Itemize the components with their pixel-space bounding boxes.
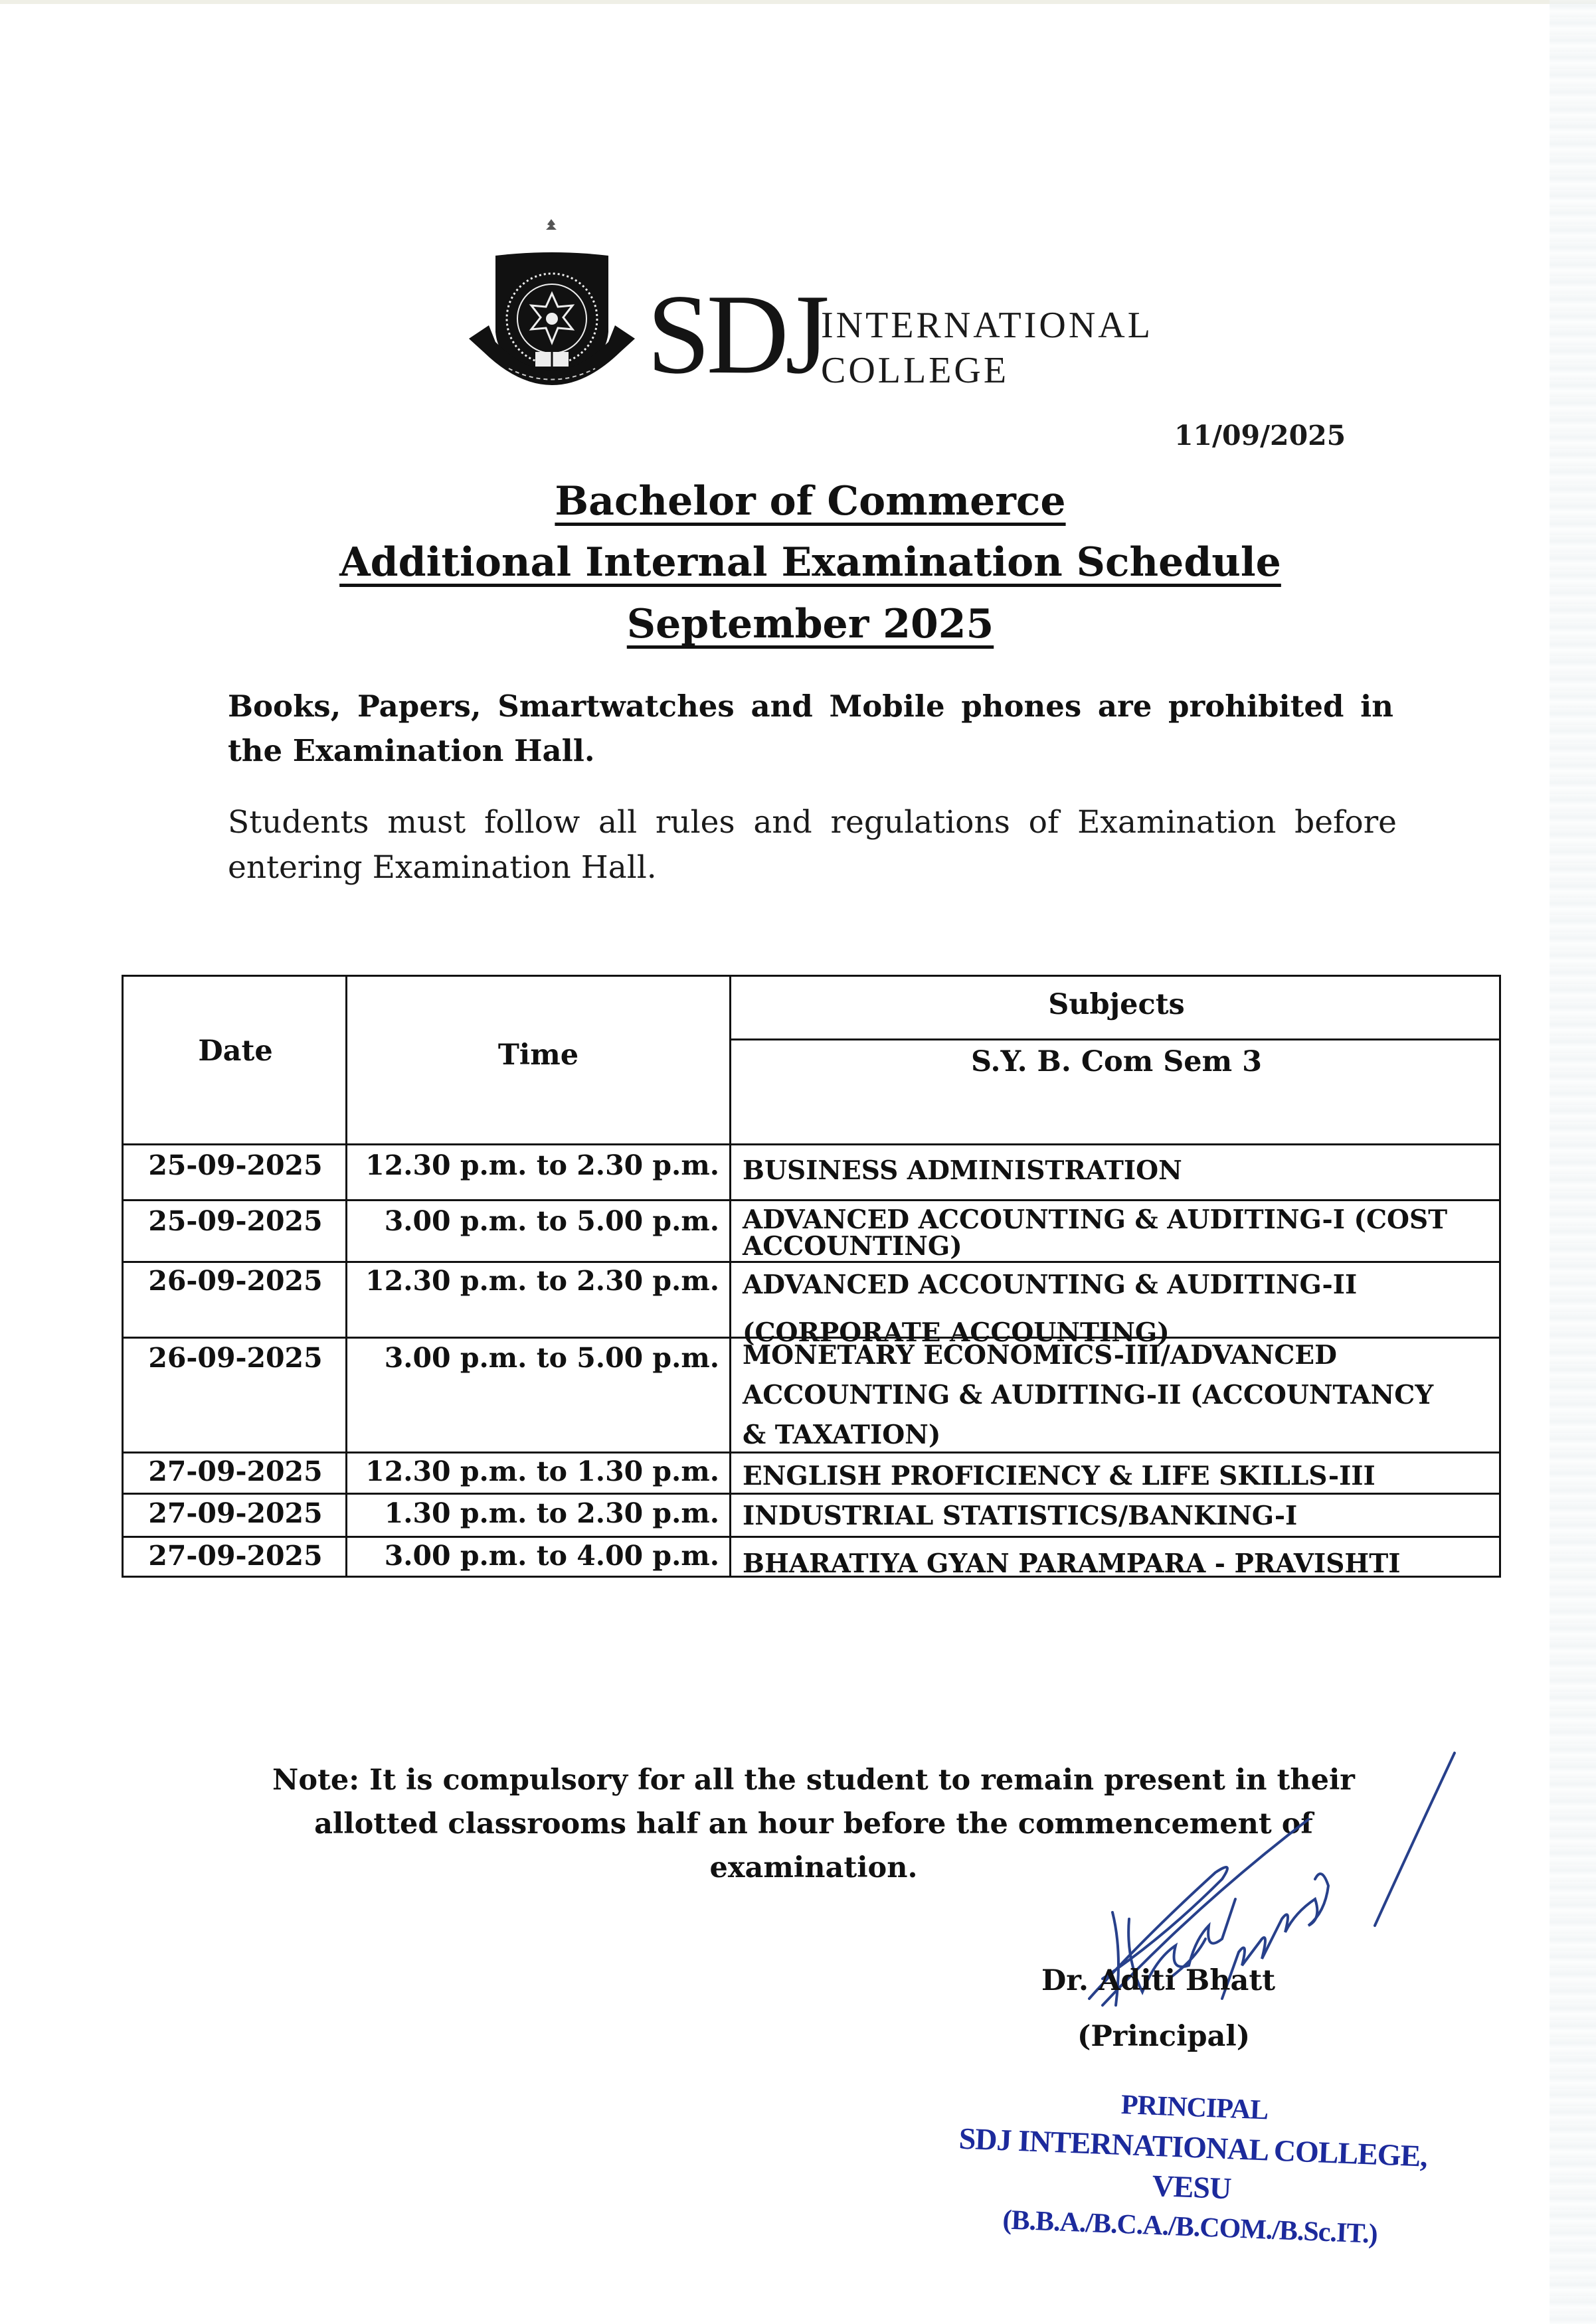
row-1-time: 12.30 p.m. to 2.30 p.m. [365, 1149, 719, 1181]
row-4-subject: MONETARY ECONOMICS-III/ADVANCED ACCOUNTING & AUDITING-II (ACCOUNTANCY & TAXATION) [743, 1340, 1434, 1450]
row-5-time: 12.30 p.m. to 1.30 p.m. [365, 1455, 719, 1487]
row-1-date: 25-09-2025 [148, 1149, 323, 1181]
logo-initials: SDJ [647, 272, 826, 398]
row-divider [124, 1199, 1499, 1201]
header-time: Time [497, 1038, 579, 1072]
scan-right-edge [1550, 0, 1596, 2324]
row-7-subject: BHARATIYA GYAN PARAMPARA - PRAVISHTI [743, 1548, 1401, 1579]
college-crest-icon [469, 219, 635, 398]
row-7-time: 3.00 p.m. to 4.00 p.m. [384, 1540, 719, 1572]
stamp-line-2: SDJ INTERNATIONAL COLLEGE, VESU [958, 2121, 1428, 2206]
row-6-subject: INDUSTRIAL STATISTICS/BANKING-I [743, 1501, 1298, 1531]
row-divider [124, 1536, 1499, 1538]
title-month: September 2025 [626, 601, 994, 647]
row-1-subject: BUSINESS ADMINISTRATION [743, 1155, 1182, 1186]
title-program: Bachelor of Commerce [555, 478, 1066, 525]
row-2-date: 25-09-2025 [148, 1205, 323, 1237]
principal-stamp [944, 2078, 1441, 2256]
header-class: S.Y. B. Com Sem 3 [970, 1045, 1263, 1078]
row-4-time: 3.00 p.m. to 5.00 p.m. [384, 1342, 719, 1374]
row-2-subject: ADVANCED ACCOUNTING & AUDITING-I (COST ACCOUNTING) [743, 1204, 1448, 1262]
row-5-subject: ENGLISH PROFICIENCY & LIFE SKILLS-III [743, 1461, 1375, 1491]
row-4-date: 26-09-2025 [148, 1342, 323, 1374]
header-subjects: Subjects [1048, 988, 1185, 1021]
issue-date: 11/09/2025 [1174, 420, 1346, 452]
row-3-time: 12.30 p.m. to 2.30 p.m. [365, 1265, 719, 1297]
row-3-date: 26-09-2025 [148, 1265, 323, 1297]
logo-text-line1: INTERNATIONAL [821, 305, 1153, 346]
row-3-subject: ADVANCED ACCOUNTING & AUDITING-II (CORPORATE ACCOUNTING) [743, 1270, 1358, 1348]
rules-notice: Students must follow all rules and regulations of Examination before entering Examination Hall. [228, 804, 1397, 886]
row-7-date: 27-09-2025 [148, 1540, 323, 1572]
header-subdivider [729, 1038, 1499, 1040]
logo-text-line2: COLLEGE [821, 350, 1010, 391]
row-5-date: 27-09-2025 [148, 1455, 323, 1487]
signatory-name: Dr. Aditi Bhatt [1041, 1964, 1276, 1997]
header-date: Date [198, 1035, 273, 1068]
college-logo [469, 219, 1166, 398]
row-6-date: 27-09-2025 [148, 1497, 323, 1529]
row-divider [124, 1143, 1499, 1145]
prohibited-items-notice: Books, Papers, Smartwatches and Mobile phones are prohibited in the Examination Hall. [228, 689, 1393, 768]
attendance-note: Note: It is compulsory for all the student to remain present in their allotted classrooms half an hour before the commencement of examination. [272, 1764, 1355, 1884]
row-2-time: 3.00 p.m. to 5.00 p.m. [384, 1205, 719, 1237]
exam-schedule-table [122, 975, 1501, 1578]
row-6-time: 1.30 p.m. to 2.30 p.m. [384, 1497, 719, 1529]
stamp-line-1: PRINCIPAL [1120, 2089, 1269, 2126]
signatory-role: (Principal) [1077, 2020, 1251, 2053]
stamp-line-3: (B.B.A./B.C.A./B.COM./B.Sc.IT.) [1002, 2204, 1378, 2250]
row-divider [124, 1493, 1499, 1495]
scan-top-edge [0, 0, 1596, 4]
title-schedule: Additional Internal Examination Schedule [339, 539, 1281, 586]
